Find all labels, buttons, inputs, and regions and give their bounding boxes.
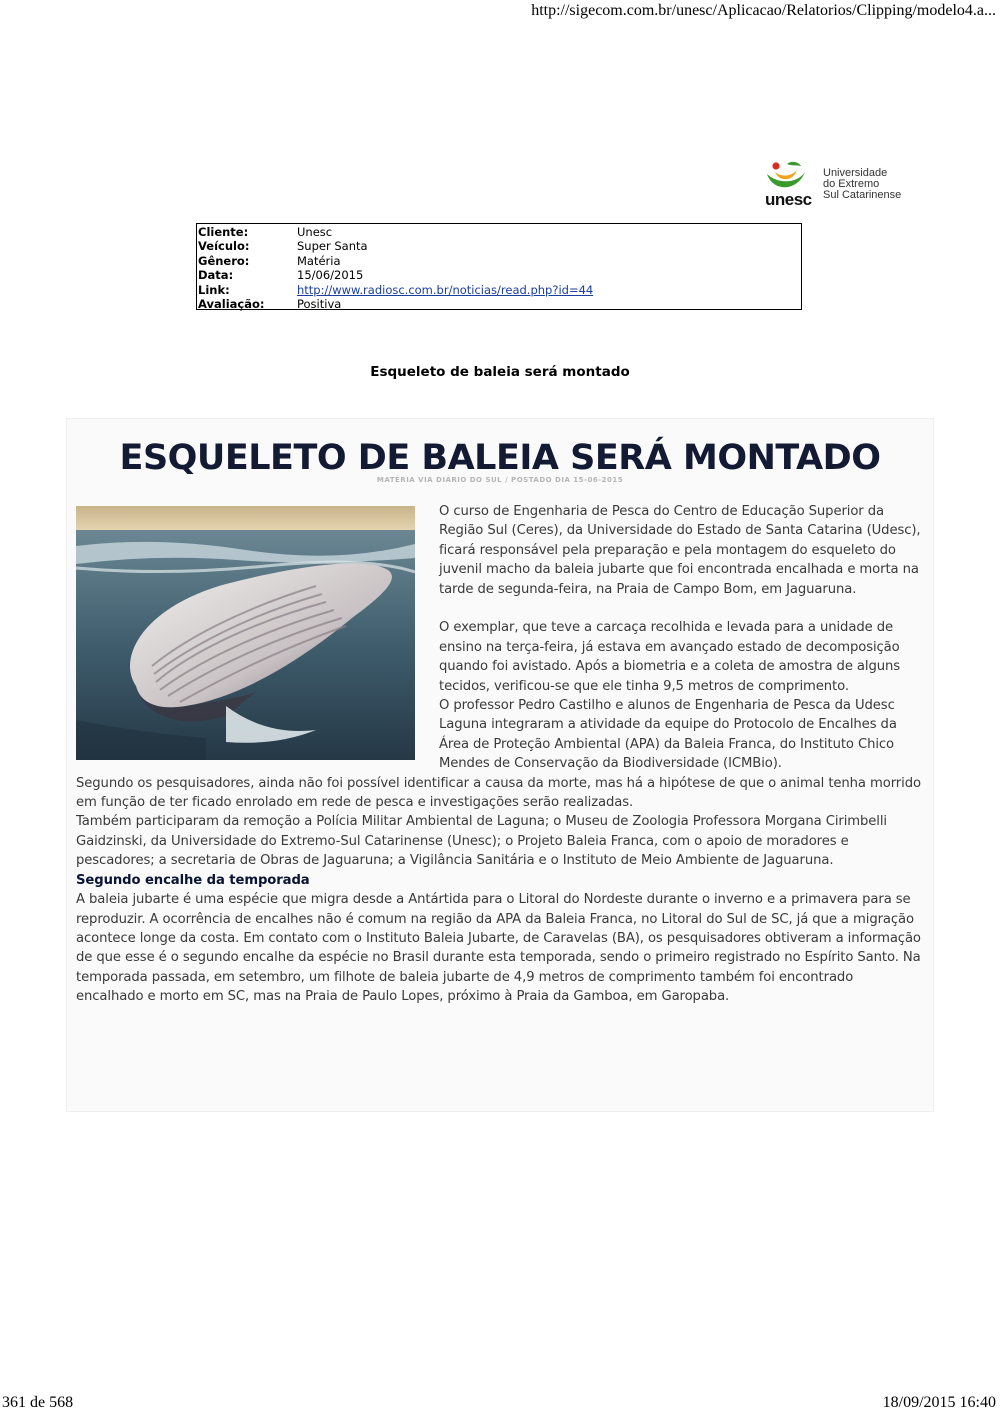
logo-wordmark: unesc bbox=[765, 190, 812, 209]
article-paragraph: O professor Pedro Castilho e alunos de Engenharia de Pesca da Udesc Laguna integraram a atividade da equipe do Protocolo de Encalhes da Área de Proteção Ambiental (APA) da Baleia Franca, do Instituto Chico Mendes de Conservação da Biodiversidade (ICMBio). bbox=[439, 698, 897, 772]
info-label: Link: bbox=[198, 282, 230, 297]
logo-institution-name: Universidade do Extremo Sul Catarinense bbox=[823, 167, 902, 201]
source-link[interactable]: http://www.radiosc.com.br/noticias/read.php?id=44 bbox=[297, 282, 594, 297]
info-row-genre bbox=[198, 254, 801, 268]
article-paragraph: Também participaram da remoção a Polícia Militar Ambiental de Laguna; o Museu de Zoologia Professora Morgana Cirimbelli Gaidzinski, da Universidade do Extremo-Sul Catarinense (Unesc); o Projeto Baleia Franca, com o apoio de moradores e pescadores; a secretaria de Obras de Jaguaruna; a Vigilância Sanitária e o Instituto de Meio Ambiente de Jaguaruna. bbox=[76, 814, 887, 869]
clipping-info-table bbox=[196, 223, 802, 310]
info-row-rating bbox=[198, 297, 801, 311]
info-label: Data: bbox=[198, 268, 234, 283]
info-value: Positiva bbox=[297, 297, 342, 312]
print-datetime: 18/09/2015 16:40 bbox=[882, 1394, 996, 1411]
article-paragraph: O curso de Engenharia de Pesca do Centro de Educação Superior da Região Sul (Ceres), da Universidade do Estado de Santa Catarina (Udesc), ficará responsável pela preparação e pela montagem do esqueleto do juvenil macho da baleia jubarte que foi encontrada encalhada e morta na tarde de segunda-feira, na Praia de Campo Bom, em Jaguaruna. bbox=[439, 504, 921, 597]
article-paragraph: Segundo os pesquisadores, ainda não foi possível identificar a causa da morte, mas há a hipótese de que o animal tenha morrido em função de ter ficado enrolado em rede de pesca e investigações serão realizadas. bbox=[76, 775, 921, 811]
page-title: Esqueleto de baleia será montado bbox=[370, 364, 630, 380]
info-value: Unesc bbox=[297, 225, 333, 239]
info-value: Super Santa bbox=[297, 239, 368, 254]
info-row-vehicle bbox=[198, 239, 801, 253]
clipping-title: ESQUELETO DE BALEIA SERÁ MONTADO bbox=[119, 438, 881, 478]
info-row-link bbox=[198, 283, 801, 297]
print-header-url: http://sigecom.com.br/unesc/Aplicacao/Relatorios/Clipping/modelo4.a... bbox=[531, 2, 996, 19]
article-clipping bbox=[66, 418, 934, 1112]
info-label: Veículo: bbox=[198, 239, 250, 254]
info-row-client bbox=[198, 225, 801, 239]
article-body bbox=[76, 502, 924, 1007]
info-label: Avaliação: bbox=[198, 297, 265, 312]
info-label: Gênero: bbox=[198, 253, 250, 268]
article-subheading: Segundo encalhe da temporada bbox=[76, 872, 310, 888]
info-row-date bbox=[198, 268, 801, 282]
info-label: Cliente: bbox=[198, 225, 249, 239]
article-paragraph: O exemplar, que teve a carcaça recolhida e levada para a unidade de ensino na terça-feira, já estava em avançado estado de decomposição quando foi avistado. Após a biometria e a coleta de amostra de alguns tecidos, verificou-se que ele tinha 9,5 metros de comprimento. bbox=[439, 620, 901, 694]
stranded-whale-photo bbox=[76, 506, 415, 760]
unesc-emblem-icon bbox=[763, 160, 809, 194]
page-counter: 361 de 568 bbox=[2, 1394, 74, 1411]
clipping-byline: MATÉRIA VIA DIÁRIO DO SUL / POSTADO DIA 15-06-2015 bbox=[376, 476, 624, 484]
info-value: Matéria bbox=[297, 253, 341, 268]
info-value: 15/06/2015 bbox=[297, 268, 364, 283]
article-paragraph: A baleia jubarte é uma espécie que migra desde a Antártida para o Litoral do Nordeste durante o inverno e a primavera para se reproduzir. A ocorrência de encalhes não é comum na região da APA da Baleia Franca, no Litoral do Sul de SC, já que a migração acontece longe da costa. Em contato com o Instituto Baleia Jubarte, de Caravelas (BA), os pesquisadores obtiveram a informação de que esse é o segundo encalhe da espécie no Brasil durante esta temporada, sendo o primeiro registrado no Espírito Santo. Na temporada passada, em setembro, um filhote de baleia jubarte de 4,9 metros de comprimento também foi encontrado encalhado e morto em SC, mas na Praia de Paulo Lopes, próximo à Praia da Gamboa, em Garopaba. bbox=[76, 892, 921, 1005]
unesc-logo bbox=[763, 160, 913, 210]
